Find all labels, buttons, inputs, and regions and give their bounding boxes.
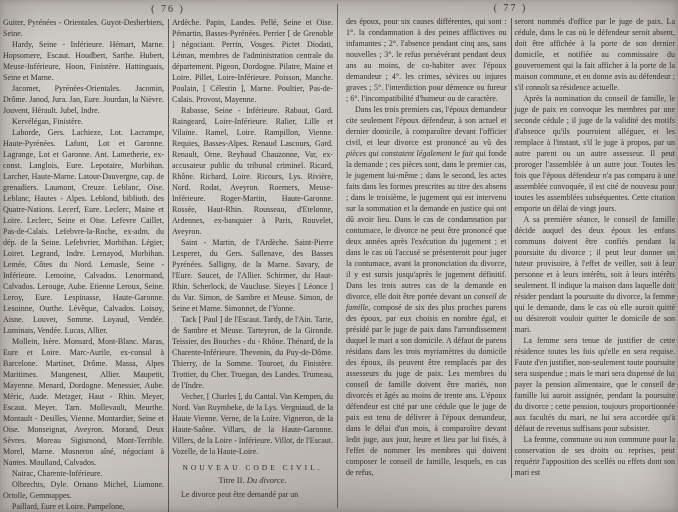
paragraph: Ardèche. Papin, Landes. Pellé, Seine et Oise. Pémartin, Basses-Pyrénées. Perrier [ de Grenoble ] négociant. Perrin, Vosges. Pictet Diodati, Léman, membres de l'administration centrale du département. Pigeon, Dordogne. Pilatre, Maine et Loire. Pillet, Loire-Inférieure. Poisson, Manche. Poulain, [ Célestin ], Marne. Poultier, Pas-de-Calais. Provost, Mayenne. [172,18,333,104]
page-76-column-1 [3,17,164,512]
paragraph: Tack [ Paul ] de l'Escaut. Tardy, de l'Ain. Tarte, de Sambre et Meuse. Tarteyron, de la Gironde. Teissier, des Bouches - du - Rhône. Thénard, de la Charente-Inférieure. Thevenin, du Puy-de-Dôme. Thierry, de la Somme. Touroet, du Finistère. Trottier, du Cher. Truegan, des Landes. Trumeau, de l'Indre. [172,315,333,390]
paragraph-text: qui fonde la demande ; ces pièces sont, dans le premier cas, le jugement lui-même ; dans le second, les actes faits dans les formes prescrites au titre des absens ; dans le troisième, le jugement qui est intervenu sur la sommation et la demande en justice qui ont dû avoir lieu. Dans le cas de condamnation par contumace, le divorce ne peut être prononcé que deux années après l'exécution du jugement ; et dans le cas où l'accusé se présenteroit pour juger la contumace, avant la prononciation du divorce, il y est sursis jusqu'après le jugement définitif. Dans les trois autres cas de la demande en divorce, elle doit être portée devant un [346,149,507,301]
paragraph: Hardy, Seine - Inférieure. Hémart, Marne. Hopsomere, Escaut. Houdbert, Sarthe. Hubert, Meuse-Inférieure, Hoon, Finistère. Hattinguais, Seine et Marne. [3,40,164,82]
paragraph: Nairac, Charente-Inférieure. [12,469,103,478]
page-76-body [3,17,333,512]
paragraph: Kervélégan, Finistère. [12,117,83,126]
paragraph: des époux, pour six causes différentes, qui sont : 1°. la condamnation à des peines afflictives ou infamantes ; 2°. l'absence pendant cinq ans, sans nouvelles ; 3°. le refus persévérant pendant deux ans au moins, de co-habiter avec l'époux demandeur ; 4°. les crimes, sévices ou injures graves ; 5°. l'interdiction pour démence ou fureur ; 6°. l'incompatibilité d'humeur ou de caractère. [346,17,507,103]
page-76-column-2 [172,17,333,512]
page-77-column-1 [346,16,507,478]
paragraph: Le divorce peut être demandé par un [181,490,299,499]
paragraph: seront nommés d'office par le juge de paix. La cédule, dans le cas où le défendeur seroit absent, doit être affichée à la porte de son dernier domicile, et notifiée au commissaire du gouvernement qui la fait afficher à la porte de la maison commune, et en donne avis au défendeur ; s'il connoît sa résidence actuelle. [514,17,675,92]
subheading-roman: Titre II. [218,475,245,485]
paragraph: Jacomet, Pyrénées-Orientales. Jacomin, Drôme. Janod, Jura. Jan, Eure. Jourdan, la Nièvre. Jouvent, Hérault. Jubel, Indre. [3,84,164,115]
section-subheading-titre-ii [172,475,333,486]
paragraph: Mollein, Isère. Monsard, Mont-Blanc. Maras, Eure et Loire. Marc-Aurile, ex-consul à Barcelone. Martinet, Drôme. Massa, Alpes Maritimes. Mangenest, Allier. Maupetit, Mayenne. Menard, Dordogne. Menessier, Aube. Méric, Aude. Metzger, Haut - Rhin. Meyer, Escaut. Meyer, Tarn. Mollevault, Meurthe. Montault - Desilles, Vienne. Montardier, Seine et Oise. Monseignat, Aveyron. Morand, Deux Sèvres. Moreau Sigismond, Mont-Terrible. Morel, Marne. Mosneron aîné, négociant à Nantes. Moulland, Calvados. [3,337,164,467]
italic-phrase: pièces qui constatent légalement le fait [346,149,474,158]
page-number-76: ( 76 ) [151,4,185,15]
page-77-column-2 [515,16,676,478]
page-77 [339,0,678,512]
paragraph: La femme sera tenue de justifier de cette résidence toutes les fois qu'elle en sera requise. Faute d'en justifier, non-seulement toute poursuite sera suspendue ; mais le mari sera dispensé de lui payer la pension alimentaire, que le conseil de famille lui auroit assignée, pendant la poursuite du divorce ; cette pension, toujours proportionnée aux facultés du mari, ne lui sera accordée qu'à défaut de revenus suffisans pour subsister. [514,336,675,433]
section-heading-nouveau-code-civil: NOUVEAU CODE CIVIL. [182,463,323,472]
paragraph: Olbrechts, Dyle. Ornano Michel, Liamone. Ortolle, Gemmappes. [3,480,164,500]
paragraph: La femme, commune ou non commune pour la conservation de ses droits ou reprises, peut requérir l'apposition des scellés ou effets dont son mari est [514,435,675,477]
paragraph: Après la nomination du conseil de famille, le juge de paix en convoque les membres par une seconde cédule ; il juge de la validité des motifs d'absence qu'ils pourroient alléguer, et les remplace à l'instant, s'il le juge à propos, par un autre parent ou un autre assesseur. Il peut proroger l'assemblée à un autre jour. Toutes les fois que l'époux défendeur n'a pas comparu à une assemblée convoquée, il est cité de nouveau pour toutes les assemblées subséquentes. Cette citation emporte un délai de vingt jours. [514,94,675,213]
paragraph: Paillard, Eure et Loire. Pampelone, [12,502,125,511]
paragraph: Laborde, Gers. Lachieze, Lot. Lacrampe, Haute-Pyrénées. Lafont, Lot et Garonne. Lagrange, Lot et Garonne. Ant. Lametherie, ex-const. Langlois, Eure. Lepotaire, Morbihan. Larcher, Haute-Marne. Latour-Dauvergne, cap. de grenadiers. Laumont, Creuze. Leblanc, Oise. Leblanc, Hautes - Alpes. Leblond, biblioth. des Quatre-Nations. Lecerf, Eure. Leclerc, Maine et Loire. Leclerc, Seine et Oise. Lefevre Caillet, Pas-de-Calais. Lefebvre-la-Roche, ex-adm. du dép. de la Seine. Lefebvrier, Morbihan. Légier, Loiret. Legrand, Indre. Lemayod, Morbihan. Lemée, Côtes du Nord. Lemasle, Seine - Inférieure. Lemoine, Calvados. Lenormand, Calvados. Lerouge, Aube. Etienne Leroux, Seine. Leroy, Eure. Lespinasse, Haute-Garonne. Lesoinne, Ourthe. Lévêque, Calvados. Loisoy, Aisne. Louvet, Somme. Loyaud, Vendée. Luminais, Vendée. Lucas, Allier. [3,128,164,335]
paragraph: Guiter, Pyrénées - Orientales. Guyot-Desherbiers, Seine. [3,18,164,38]
page-number-77: ( 77 ) [493,3,528,14]
column-divider [511,18,512,478]
paragraph: Vecher, [ Charles ], du Cantal. Van Kempen, du Nord. Van Ruymbeke, de la Lys. Vergniaud, de la Haute Vienne. Verne, de la Loire. Vigneron, de la Haute-Saône. Villars, de la Haute-Garonne. Villers, de la Loire - Inférieure. Villot, de l'Escaut. Vozelle, de la Haute-Loire. [172,392,333,456]
italic-phrase: conseil de famille [346,292,507,312]
paragraph-text: , composé de six des plus proches parens des époux, par eux choisis en nombre égal, et présidé par le juge de paix dans l'arrondissement duquel le mari a son domicile. A défaut de parens résidans dans les trois myriamètres du domicile des époux, ils peuvent être remplacés par des assesseurs du juge de paix. Les membres du conseil de famille doivent être mariés, non divorcés et âgés au moins de trente ans. L'époux défendeur est cité par une cédule que le juge de paix est tenu de délivrer à l'époux demandeur, dans le délai d'un mois, à comparoître devant ledit juge, aux jour, heure et lieu par lui fixés, à l'effet de nommer les membres qui doivent composer le conseil de famille, lesquels, en cas de refus, [346,303,507,477]
paragraph: Rabasse, Seine - Inférieure. Rabaut, Gard. Raingeard, Loire-Inférieure. Ralier, Lille et Vilaine. Ramel, Loire. Rampillon, Vienne. Requies, Basses-Alpes. Renaud Lascours, Gard. Renault, Orne. Reybaud Chauzonne, Var, ex-accusateur public du tribunal criminel. Ricard, Rhône. Richard, Loire. Ricours, Lys. Rivière, Nord. Rodat, Aveyron. Roemers, Meuse-Inférieure. Roger-Martin, Haute-Garonne. Rossée, Haut-Rhin. Rousseau, d'Etelonne, Ardennes, ex-banquier à Paris, Rouvelet, Aveyron. [172,106,333,236]
paragraph [346,104,507,478]
page-gutter-rule [337,4,338,508]
paragraph-text: Dans les trois premiers cas, l'époux demandeur cite seulement l'époux défendeur, à son actuel et dernier domicile, à comparoître devant l'officier civil, et leur divorce est prononcé au vû des [346,105,507,147]
paragraph: A sa première séance, le conseil de famille décide auquel des deux époux les enfans communs doivent être confiés pendant la poursuite du divorce ; il peut leur donner un tuteur provisoire, à l'effet de veiller, soit à leur personne et à leurs intérêts, soit à leurs intérêts seulement. Il indique la maison dans laquelle doit résider pendant la poursuite du divorce, la femme qui le demande, dans le cas où elle auroit quitté ou désireroit vouloir quitter le domicile de son mari. [514,215,675,334]
column-divider [168,19,169,512]
page-77-body [346,16,675,478]
paragraph: Saint - Martin, de l'Ardèche. Saint-Pierre Lesperet, du Gers. Sallenave, des Basses Pyrénées. Salligny, de la Marne. Savary, de l'Eure. Saucet, de l'Allier. Schirmer, du Haut-Rhin. Scherlock, de Vaucluse. Sieyes [ Léonce ] du Var. Simon, de Sambre et Meuse. Simon, de Seine et Marne. Simonnet, de l'Yonne. [172,238,333,313]
subheading-italic: Du divorce. [246,475,287,485]
